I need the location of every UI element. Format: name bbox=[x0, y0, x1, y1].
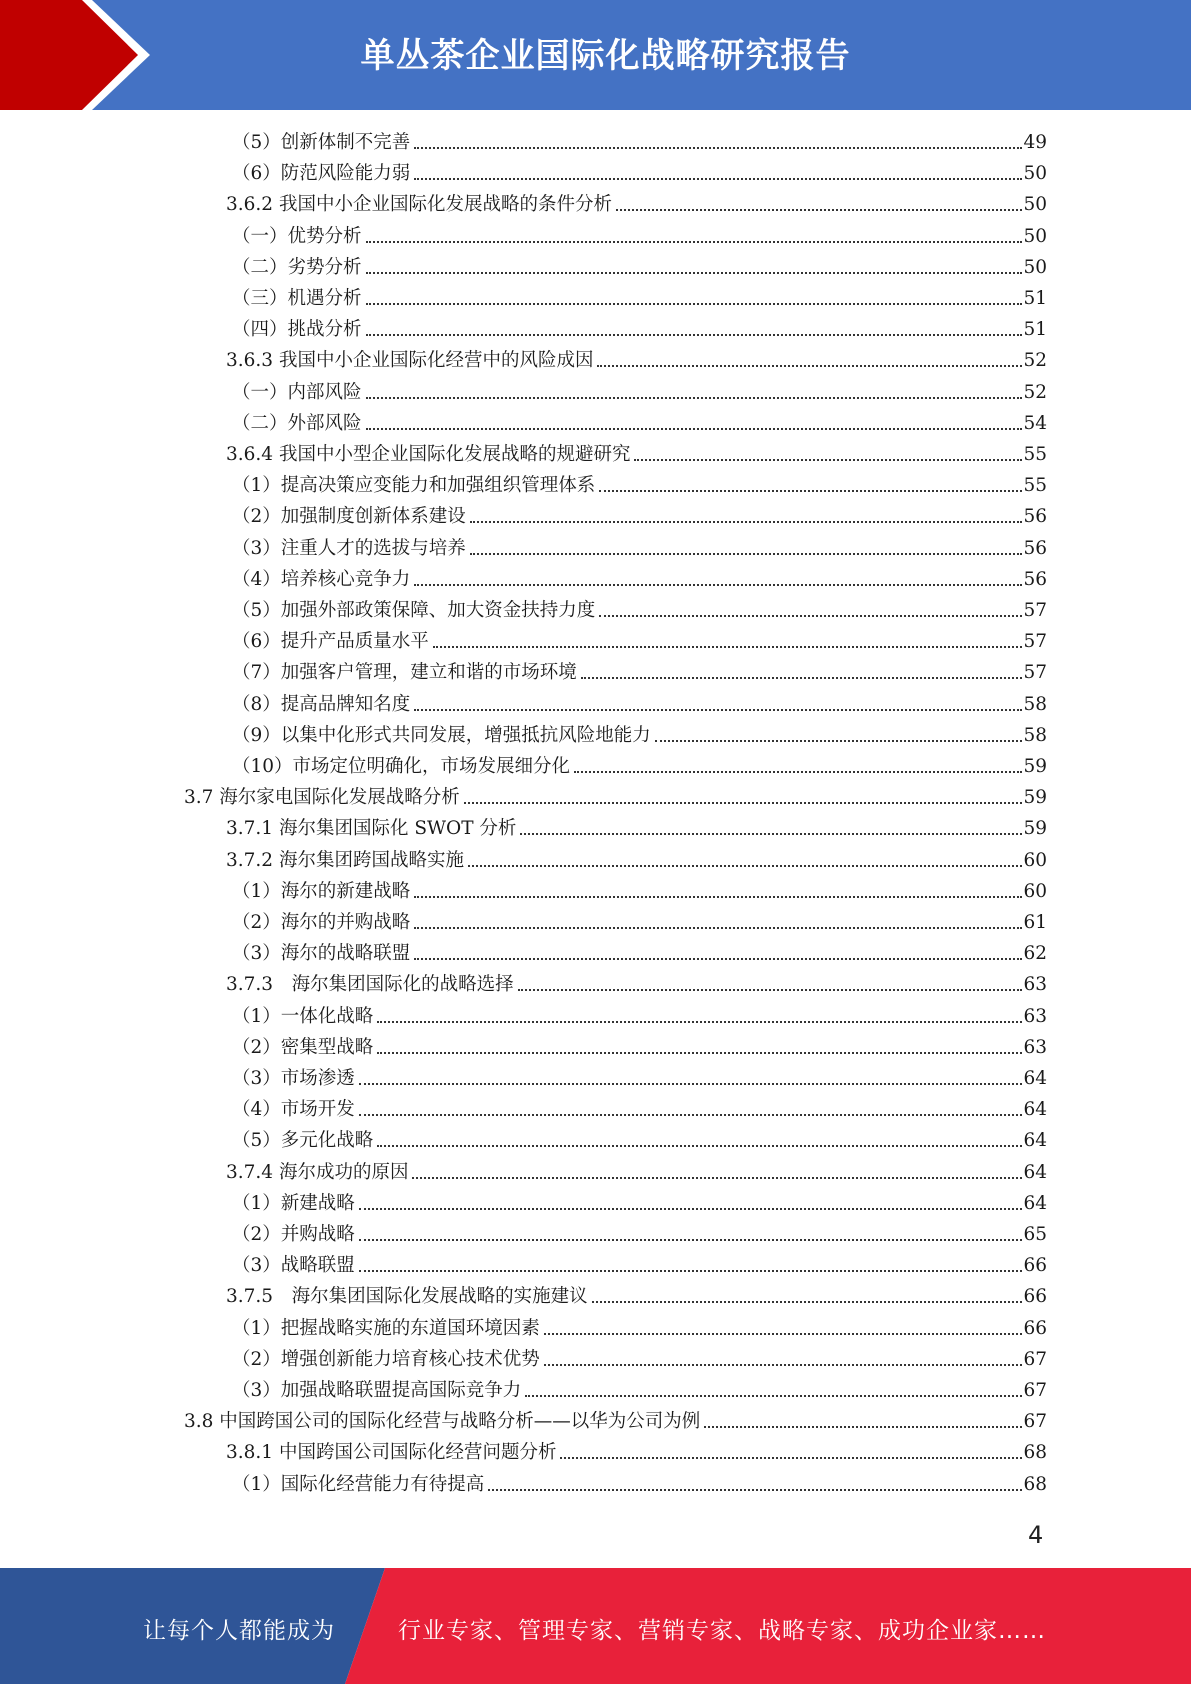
toc-entry-page: 67 bbox=[1023, 1348, 1047, 1370]
toc-entry-title: （10）市场定位明确化，市场发展细分化 bbox=[232, 756, 571, 777]
toc-dot-leader bbox=[544, 1332, 1023, 1335]
toc-entry-page: 60 bbox=[1023, 849, 1047, 871]
toc-entry-title: （二）外部风险 bbox=[232, 412, 362, 434]
toc-entry-title: （3）战略联盟 bbox=[232, 1255, 355, 1277]
toc-entry-title: （2）并购战略 bbox=[232, 1224, 355, 1245]
toc-entry-title: （3）注重人才的选拔与培养 bbox=[232, 537, 466, 559]
toc-entry[interactable] bbox=[184, 783, 1047, 811]
toc-entry-page: 58 bbox=[1023, 693, 1047, 715]
toc-entry-page: 54 bbox=[1023, 412, 1047, 434]
toc-entry-title: （三）机遇分析 bbox=[232, 288, 362, 309]
toc-entry[interactable] bbox=[232, 939, 1047, 967]
toc-entry-page: 62 bbox=[1023, 943, 1047, 965]
toc-entry[interactable] bbox=[232, 1251, 1047, 1279]
toc-entry-page: 63 bbox=[1023, 1005, 1047, 1027]
toc-entry[interactable] bbox=[232, 284, 1047, 312]
toc-dot-leader bbox=[544, 1363, 1023, 1366]
toc-entry[interactable] bbox=[226, 346, 1047, 374]
toc-entry-page: 68 bbox=[1023, 1473, 1047, 1495]
toc-entry[interactable] bbox=[232, 315, 1047, 343]
toc-entry[interactable] bbox=[226, 1158, 1047, 1186]
toc-entry-title: 3.7 海尔家电国际化发展战略分析 bbox=[184, 787, 460, 809]
toc-dot-leader bbox=[359, 1269, 1023, 1272]
toc-entry[interactable] bbox=[226, 814, 1047, 842]
toc-entry-page: 56 bbox=[1023, 568, 1047, 590]
toc-entry-page: 64 bbox=[1023, 1099, 1047, 1121]
toc-entry-page: 68 bbox=[1023, 1442, 1047, 1464]
toc-entry-title: 3.6.2 我国中小企业国际化发展战略的条件分析 bbox=[226, 194, 612, 216]
toc-entry-title: 3.7.4 海尔成功的原因 bbox=[226, 1161, 409, 1183]
toc-entry-title: （2）增强创新能力培育核心技术优势 bbox=[232, 1348, 540, 1370]
toc-entry[interactable] bbox=[232, 1470, 1047, 1498]
toc-entry[interactable] bbox=[232, 1345, 1047, 1373]
toc-entry[interactable] bbox=[232, 471, 1047, 499]
toc-entry-page: 58 bbox=[1023, 724, 1047, 746]
toc-entry-page: 55 bbox=[1023, 475, 1047, 497]
toc-entry-title: （7）加强客户管理，建立和谐的市场环境 bbox=[232, 662, 577, 684]
toc-dot-leader bbox=[520, 832, 1022, 835]
toc-entry-title: （1）提高决策应变能力和加强组织管理体系 bbox=[232, 475, 596, 497]
toc-entry-title: 3.7.1 海尔集团国际化 SWOT 分析 bbox=[226, 818, 517, 840]
toc-entry-page: 52 bbox=[1023, 381, 1047, 403]
toc-dot-leader bbox=[412, 1176, 1022, 1179]
toc-entry-page: 67 bbox=[1023, 1380, 1047, 1401]
footer-slogan-right: 行业专家、管理专家、营销专家、战略专家、成功企业家…… bbox=[398, 1618, 1046, 1644]
toc-entry[interactable] bbox=[232, 1064, 1047, 1092]
toc-entry-page: 64 bbox=[1023, 1192, 1047, 1214]
toc-entry-page: 55 bbox=[1023, 444, 1047, 465]
toc-entry[interactable] bbox=[232, 877, 1047, 905]
toc-entry-title: （1）一体化战略 bbox=[232, 1005, 374, 1027]
toc-entry-page: 64 bbox=[1023, 1068, 1047, 1089]
toc-entry[interactable] bbox=[232, 565, 1047, 593]
toc-entry[interactable] bbox=[226, 440, 1047, 468]
toc-entry[interactable] bbox=[232, 721, 1047, 749]
toc-entry-title: 3.6.4 我国中小型企业国际化发展战略的规避研究 bbox=[226, 444, 631, 465]
toc-entry-page: 64 bbox=[1023, 1130, 1047, 1152]
toc-entry-title: （一）内部风险 bbox=[232, 381, 362, 403]
toc-dot-leader bbox=[470, 520, 1023, 523]
toc-entry-page: 51 bbox=[1023, 288, 1047, 309]
toc-entry[interactable] bbox=[232, 1220, 1047, 1248]
toc-entry-page: 50 bbox=[1023, 256, 1047, 278]
toc-entry-page: 50 bbox=[1023, 194, 1047, 216]
toc-entry[interactable] bbox=[232, 1314, 1047, 1342]
toc-dot-leader bbox=[414, 708, 1022, 711]
toc-entry-page: 65 bbox=[1023, 1224, 1047, 1245]
toc-entry-page: 59 bbox=[1023, 756, 1047, 777]
toc-dot-leader bbox=[366, 240, 1023, 243]
toc-entry-title: （5）加强外部政策保障、加大资金扶持力度 bbox=[232, 600, 596, 621]
toc-entry-title: （3）市场渗透 bbox=[232, 1068, 355, 1089]
toc-dot-leader bbox=[414, 895, 1022, 898]
toc-dot-leader bbox=[414, 957, 1022, 960]
toc-entry[interactable] bbox=[232, 409, 1047, 437]
toc-dot-leader bbox=[518, 988, 1023, 991]
toc-entry[interactable] bbox=[232, 1095, 1047, 1123]
footer-slogan-left: 让每个人都能成为 bbox=[143, 1618, 335, 1644]
toc-entry-page: 64 bbox=[1023, 1161, 1047, 1183]
toc-entry-title: 3.6.3 我国中小企业国际化经营中的风险成因 bbox=[226, 350, 594, 372]
toc-entry[interactable] bbox=[232, 1126, 1047, 1154]
toc-entry-title: （四）挑战分析 bbox=[232, 319, 362, 341]
toc-entry-title: （二）劣势分析 bbox=[232, 256, 362, 278]
page-header bbox=[0, 0, 1191, 110]
toc-entry[interactable] bbox=[232, 159, 1047, 187]
toc-dot-leader bbox=[366, 333, 1023, 336]
toc-dot-leader bbox=[414, 926, 1022, 929]
toc-entry-page: 59 bbox=[1023, 787, 1047, 809]
toc-dot-leader bbox=[599, 614, 1022, 617]
toc-entry-title: 3.8.1 中国跨国公司国际化经营问题分析 bbox=[226, 1442, 557, 1464]
toc-entry[interactable] bbox=[232, 502, 1047, 530]
toc-entry-page: 57 bbox=[1023, 600, 1047, 621]
toc-entry-page: 56 bbox=[1023, 537, 1047, 559]
toc-dot-leader bbox=[377, 1020, 1022, 1023]
toc-entry-page: 50 bbox=[1023, 163, 1047, 185]
toc-entry[interactable] bbox=[232, 1376, 1047, 1404]
toc-entry[interactable] bbox=[232, 752, 1047, 780]
toc-entry[interactable] bbox=[232, 1189, 1047, 1217]
toc-entry-page: 63 bbox=[1023, 1036, 1047, 1058]
toc-dot-leader bbox=[592, 1300, 1023, 1303]
toc-entry-title: （9）以集中化形式共同发展，增强抵抗风险地能力 bbox=[232, 724, 651, 746]
toc-entry-page: 66 bbox=[1023, 1317, 1047, 1339]
toc-entry[interactable] bbox=[232, 253, 1047, 281]
toc-dot-leader bbox=[574, 770, 1022, 773]
toc-entry-page: 66 bbox=[1023, 1286, 1047, 1308]
toc-dot-leader bbox=[488, 1488, 1022, 1491]
toc-entry-title: （4）市场开发 bbox=[232, 1099, 355, 1121]
toc-dot-leader bbox=[359, 1082, 1023, 1085]
page-number: 4 bbox=[1028, 1521, 1044, 1549]
page-footer bbox=[0, 1568, 1191, 1684]
toc-dot-leader bbox=[359, 1207, 1023, 1210]
toc-entry-title: （6）防范风险能力弱 bbox=[232, 163, 411, 185]
toc-dot-leader bbox=[655, 739, 1023, 742]
toc-entry-page: 63 bbox=[1023, 974, 1047, 996]
document-title: 单丛茶企业国际化战略研究报告 bbox=[360, 36, 851, 76]
toc-entry-page: 57 bbox=[1023, 631, 1047, 653]
toc-dot-leader bbox=[616, 208, 1022, 211]
toc-entry-title: （4）培养核心竞争力 bbox=[232, 568, 411, 590]
toc-entry[interactable] bbox=[184, 1407, 1047, 1435]
toc-dot-leader bbox=[560, 1456, 1022, 1459]
toc-dot-leader bbox=[599, 489, 1022, 492]
toc-dot-leader bbox=[359, 1238, 1023, 1241]
toc-entry-title: （1）把握战略实施的东道国环境因素 bbox=[232, 1317, 540, 1339]
toc-entry[interactable] bbox=[232, 690, 1047, 718]
toc-dot-leader bbox=[414, 583, 1022, 586]
toc-dot-leader bbox=[366, 271, 1023, 274]
toc-dot-leader bbox=[414, 177, 1022, 180]
toc-entry-title: （1）海尔的新建战略 bbox=[232, 880, 411, 902]
toc-dot-leader bbox=[470, 552, 1023, 555]
toc-dot-leader bbox=[366, 427, 1023, 430]
toc-entry[interactable] bbox=[232, 627, 1047, 655]
toc-entry-title: （3）加强战略联盟提高国际竞争力 bbox=[232, 1380, 522, 1401]
toc-entry-page: 49 bbox=[1023, 132, 1047, 153]
toc-dot-leader bbox=[525, 1394, 1022, 1397]
toc-entry[interactable] bbox=[232, 128, 1047, 156]
toc-entry[interactable] bbox=[232, 222, 1047, 250]
toc-entry[interactable] bbox=[226, 1438, 1047, 1466]
toc-entry-title: （6）提升产品质量水平 bbox=[232, 631, 429, 653]
toc-entry[interactable] bbox=[232, 378, 1047, 406]
toc-entry[interactable] bbox=[232, 534, 1047, 562]
toc-dot-leader bbox=[581, 676, 1023, 679]
toc-entry[interactable] bbox=[226, 1282, 1047, 1310]
toc-entry-title: （3）海尔的战略联盟 bbox=[232, 943, 411, 965]
toc-entry-page: 56 bbox=[1023, 506, 1047, 528]
toc-dot-leader bbox=[433, 645, 1023, 648]
toc-dot-leader bbox=[634, 458, 1022, 461]
toc-entry-page: 57 bbox=[1023, 662, 1047, 684]
toc-entry[interactable] bbox=[232, 1002, 1047, 1030]
toc-dot-leader bbox=[366, 396, 1023, 399]
toc-entry-title: （5）创新体制不完善 bbox=[232, 132, 411, 153]
toc-entry-page: 66 bbox=[1023, 1255, 1047, 1277]
toc-dot-leader bbox=[468, 864, 1022, 867]
toc-entry-title: （一）优势分析 bbox=[232, 225, 362, 247]
toc-entry-title: （5）多元化战略 bbox=[232, 1130, 374, 1152]
toc-entry-title: （2）加强制度创新体系建设 bbox=[232, 506, 466, 528]
toc-dot-leader bbox=[597, 364, 1022, 367]
toc-entry-title: （1）新建战略 bbox=[232, 1192, 355, 1214]
toc-dot-leader bbox=[464, 801, 1023, 804]
toc-entry-page: 52 bbox=[1023, 350, 1047, 372]
toc-entry-title: 3.8 中国跨国公司的国际化经营与战略分析——以华为公司为例 bbox=[184, 1411, 701, 1433]
toc-entry-page: 50 bbox=[1023, 225, 1047, 247]
toc-entry[interactable] bbox=[226, 190, 1047, 218]
toc-entry-title: （8）提高品牌知名度 bbox=[232, 693, 411, 715]
toc-entry-title: （2）密集型战略 bbox=[232, 1036, 374, 1058]
toc-dot-leader bbox=[377, 1051, 1022, 1054]
toc-dot-leader bbox=[704, 1425, 1022, 1428]
toc-entry[interactable] bbox=[232, 596, 1047, 624]
toc-entry-title: 3.7.2 海尔集团跨国战略实施 bbox=[226, 849, 464, 871]
toc-entry-page: 60 bbox=[1023, 880, 1047, 902]
toc-dot-leader bbox=[359, 1113, 1023, 1116]
toc-entry-title: （1）国际化经营能力有待提高 bbox=[232, 1473, 485, 1495]
toc-entry-page: 67 bbox=[1023, 1411, 1047, 1433]
toc-entry[interactable] bbox=[232, 658, 1047, 686]
toc-dot-leader bbox=[377, 1144, 1022, 1147]
toc-dot-leader bbox=[414, 146, 1022, 149]
toc-entry-page: 59 bbox=[1023, 818, 1047, 840]
toc-entry-page: 51 bbox=[1023, 319, 1047, 341]
toc-entry-title: 3.7.3 海尔集团国际化的战略选择 bbox=[226, 974, 514, 996]
toc-dot-leader bbox=[366, 302, 1023, 305]
toc-entry[interactable] bbox=[226, 846, 1047, 874]
toc-entry[interactable] bbox=[226, 970, 1047, 998]
toc-entry-title: 3.7.5 海尔集团国际化发展战略的实施建议 bbox=[226, 1286, 588, 1308]
toc-entry[interactable] bbox=[232, 1033, 1047, 1061]
toc-entry[interactable] bbox=[232, 908, 1047, 936]
toc-entry-page: 61 bbox=[1023, 912, 1047, 933]
toc-entry-title: （2）海尔的并购战略 bbox=[232, 912, 411, 933]
